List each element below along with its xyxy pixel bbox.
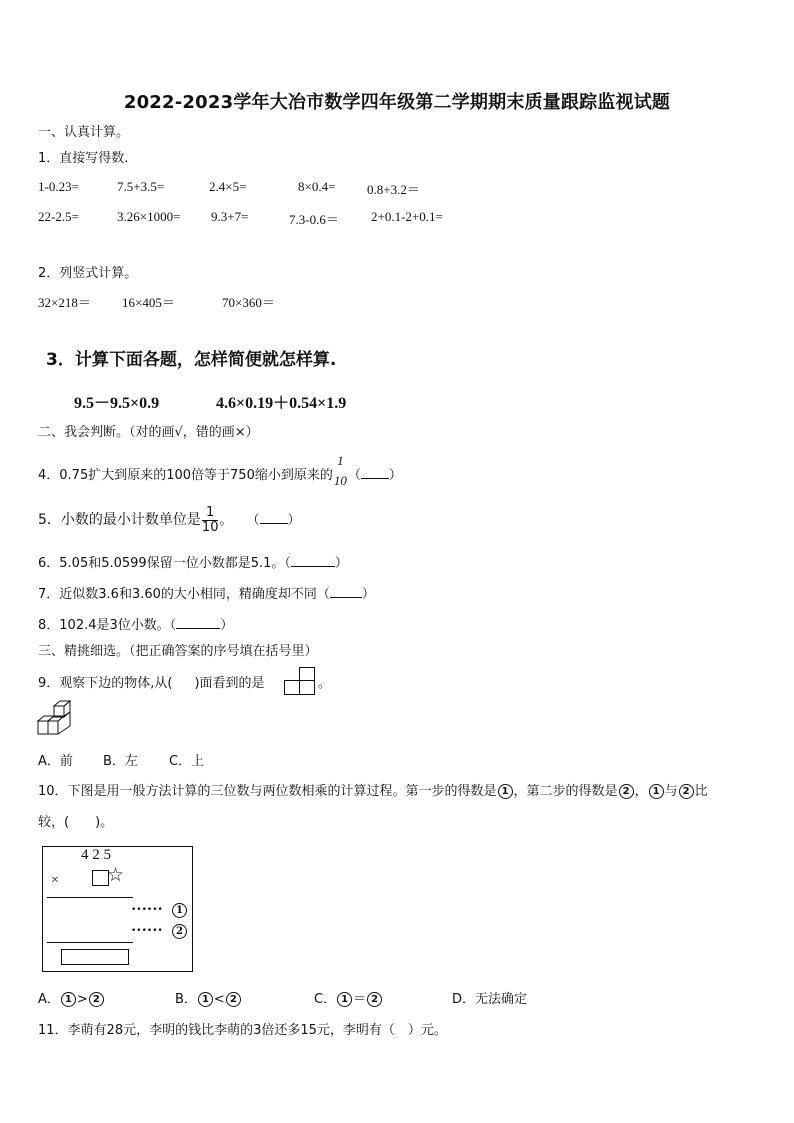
cubes-object-icon <box>36 700 74 738</box>
calc-item: 9.3+7= <box>211 209 249 224</box>
question-4: 4．0.75扩大到原来的100倍等于750缩小到原来的 1 10 （ ） <box>38 453 402 488</box>
answer-blank[interactable] <box>260 512 288 524</box>
question-4-text: 4．0.75扩大到原来的100倍等于750缩小到原来的 <box>38 468 333 483</box>
option-c[interactable]: C．上 <box>169 754 205 769</box>
question-10-line-2: 较，( )。 <box>38 815 114 830</box>
question-5-text: 5．小数的最小计数单位是 <box>38 512 201 528</box>
option-b[interactable]: B．左 <box>103 754 138 769</box>
calc-item: 16×405＝ <box>122 295 175 310</box>
calc-item: 32×218＝ <box>38 295 91 310</box>
option-c[interactable]: C． 1 ＝ 2 <box>314 988 383 1007</box>
section-heading-1: 一、认真计算。 <box>38 125 130 140</box>
calc-item: 8×0.4= <box>298 179 336 194</box>
fraction: 1 10 <box>333 453 347 488</box>
option-b[interactable]: B． 1 < 2 <box>175 988 242 1007</box>
calc-item: 1-0.23= <box>38 179 79 194</box>
dots-line-2: •••••• <box>131 926 163 936</box>
multiplication-figure <box>42 846 193 972</box>
calc-item: 9.5－9.5×0.9 <box>74 395 160 412</box>
calc-item: 3.26×1000= <box>117 209 181 224</box>
circled-2: 2 <box>679 784 694 799</box>
question-10-line-1: 10．下图是用一般方法计算的三位数与两位数相乘的计算过程。第一步的得数是 1 ，第二步的得数是 2 ， 1 与 2 比 <box>38 784 708 799</box>
dots-line-1: •••••• <box>131 905 163 915</box>
calc-item: 70×360＝ <box>222 295 275 310</box>
calc-item: 0.8+3.2＝ <box>367 182 420 197</box>
circled-1: 1 <box>649 784 664 799</box>
answer-blank[interactable] <box>330 586 362 598</box>
fraction: $\frac{1}{10}$ <box>201 505 219 535</box>
star-icon: ☆ <box>107 864 125 886</box>
answer-blank[interactable] <box>361 467 389 479</box>
circled-2: 2 <box>619 784 634 799</box>
section-heading-2: 二、我会判断。（对的画√，错的画×） <box>38 425 259 440</box>
question-9: 9．观察下边的物体,从( )面看到的是 <box>38 676 265 691</box>
divider-line <box>47 942 133 943</box>
question-7: 7．近似数3.6和3.60的大小相同，精确度却不同（ ） <box>38 587 375 602</box>
view-squares-icon <box>284 666 318 696</box>
calc-item: 7.5+3.5= <box>117 179 165 194</box>
result-box <box>61 949 129 965</box>
circled-1: 1 <box>172 903 187 918</box>
section-heading-3: 三、精挑细选。（把正确答案的序号填在括号里） <box>38 644 318 659</box>
figure-times-sign: × <box>51 873 59 888</box>
figure-top-number: 4 2 5 <box>81 847 111 863</box>
option-a[interactable]: A． 1 > 2 <box>38 988 105 1007</box>
circled-2: 2 <box>172 924 187 939</box>
option-a[interactable]: A．前 <box>38 754 73 769</box>
calc-item: 2+0.1-2+0.1= <box>371 209 443 224</box>
divider-line <box>47 897 133 898</box>
answer-blank[interactable] <box>176 617 220 629</box>
calc-item: 22-2.5= <box>38 209 79 224</box>
calc-item: 4.6×0.19＋0.54×1.9 <box>216 395 347 412</box>
question-2-label: 2．列竖式计算。 <box>38 266 138 281</box>
option-d[interactable]: D．无法确定 <box>452 992 528 1007</box>
question-1-label: 1．直接写得数. <box>38 151 129 166</box>
question-8: 8．102.4是3位小数。（ ） <box>38 618 234 633</box>
calc-item: 7.3-0.6＝ <box>289 212 339 227</box>
page-title: 2022-2023学年大冶市数学四年级第二学期期末质量跟踪监视试题 <box>123 92 671 113</box>
question-5: 5．小数的最小计数单位是 $\frac{1}{10}$ 。 （ ） <box>38 505 301 535</box>
question-6: 6．5.05和5.0599保留一位小数都是5.1。（ ） <box>38 556 348 571</box>
calc-item: 2.4×5= <box>209 179 247 194</box>
circled-1: 1 <box>498 784 513 799</box>
question-3-label: 3．计算下面各题，怎样简便就怎样算. <box>46 350 337 370</box>
question-11: 11．李萌有28元，李明的钱比李萌的3倍还多15元，李明有（ ）元。 <box>38 1023 447 1038</box>
answer-blank[interactable] <box>291 555 335 567</box>
